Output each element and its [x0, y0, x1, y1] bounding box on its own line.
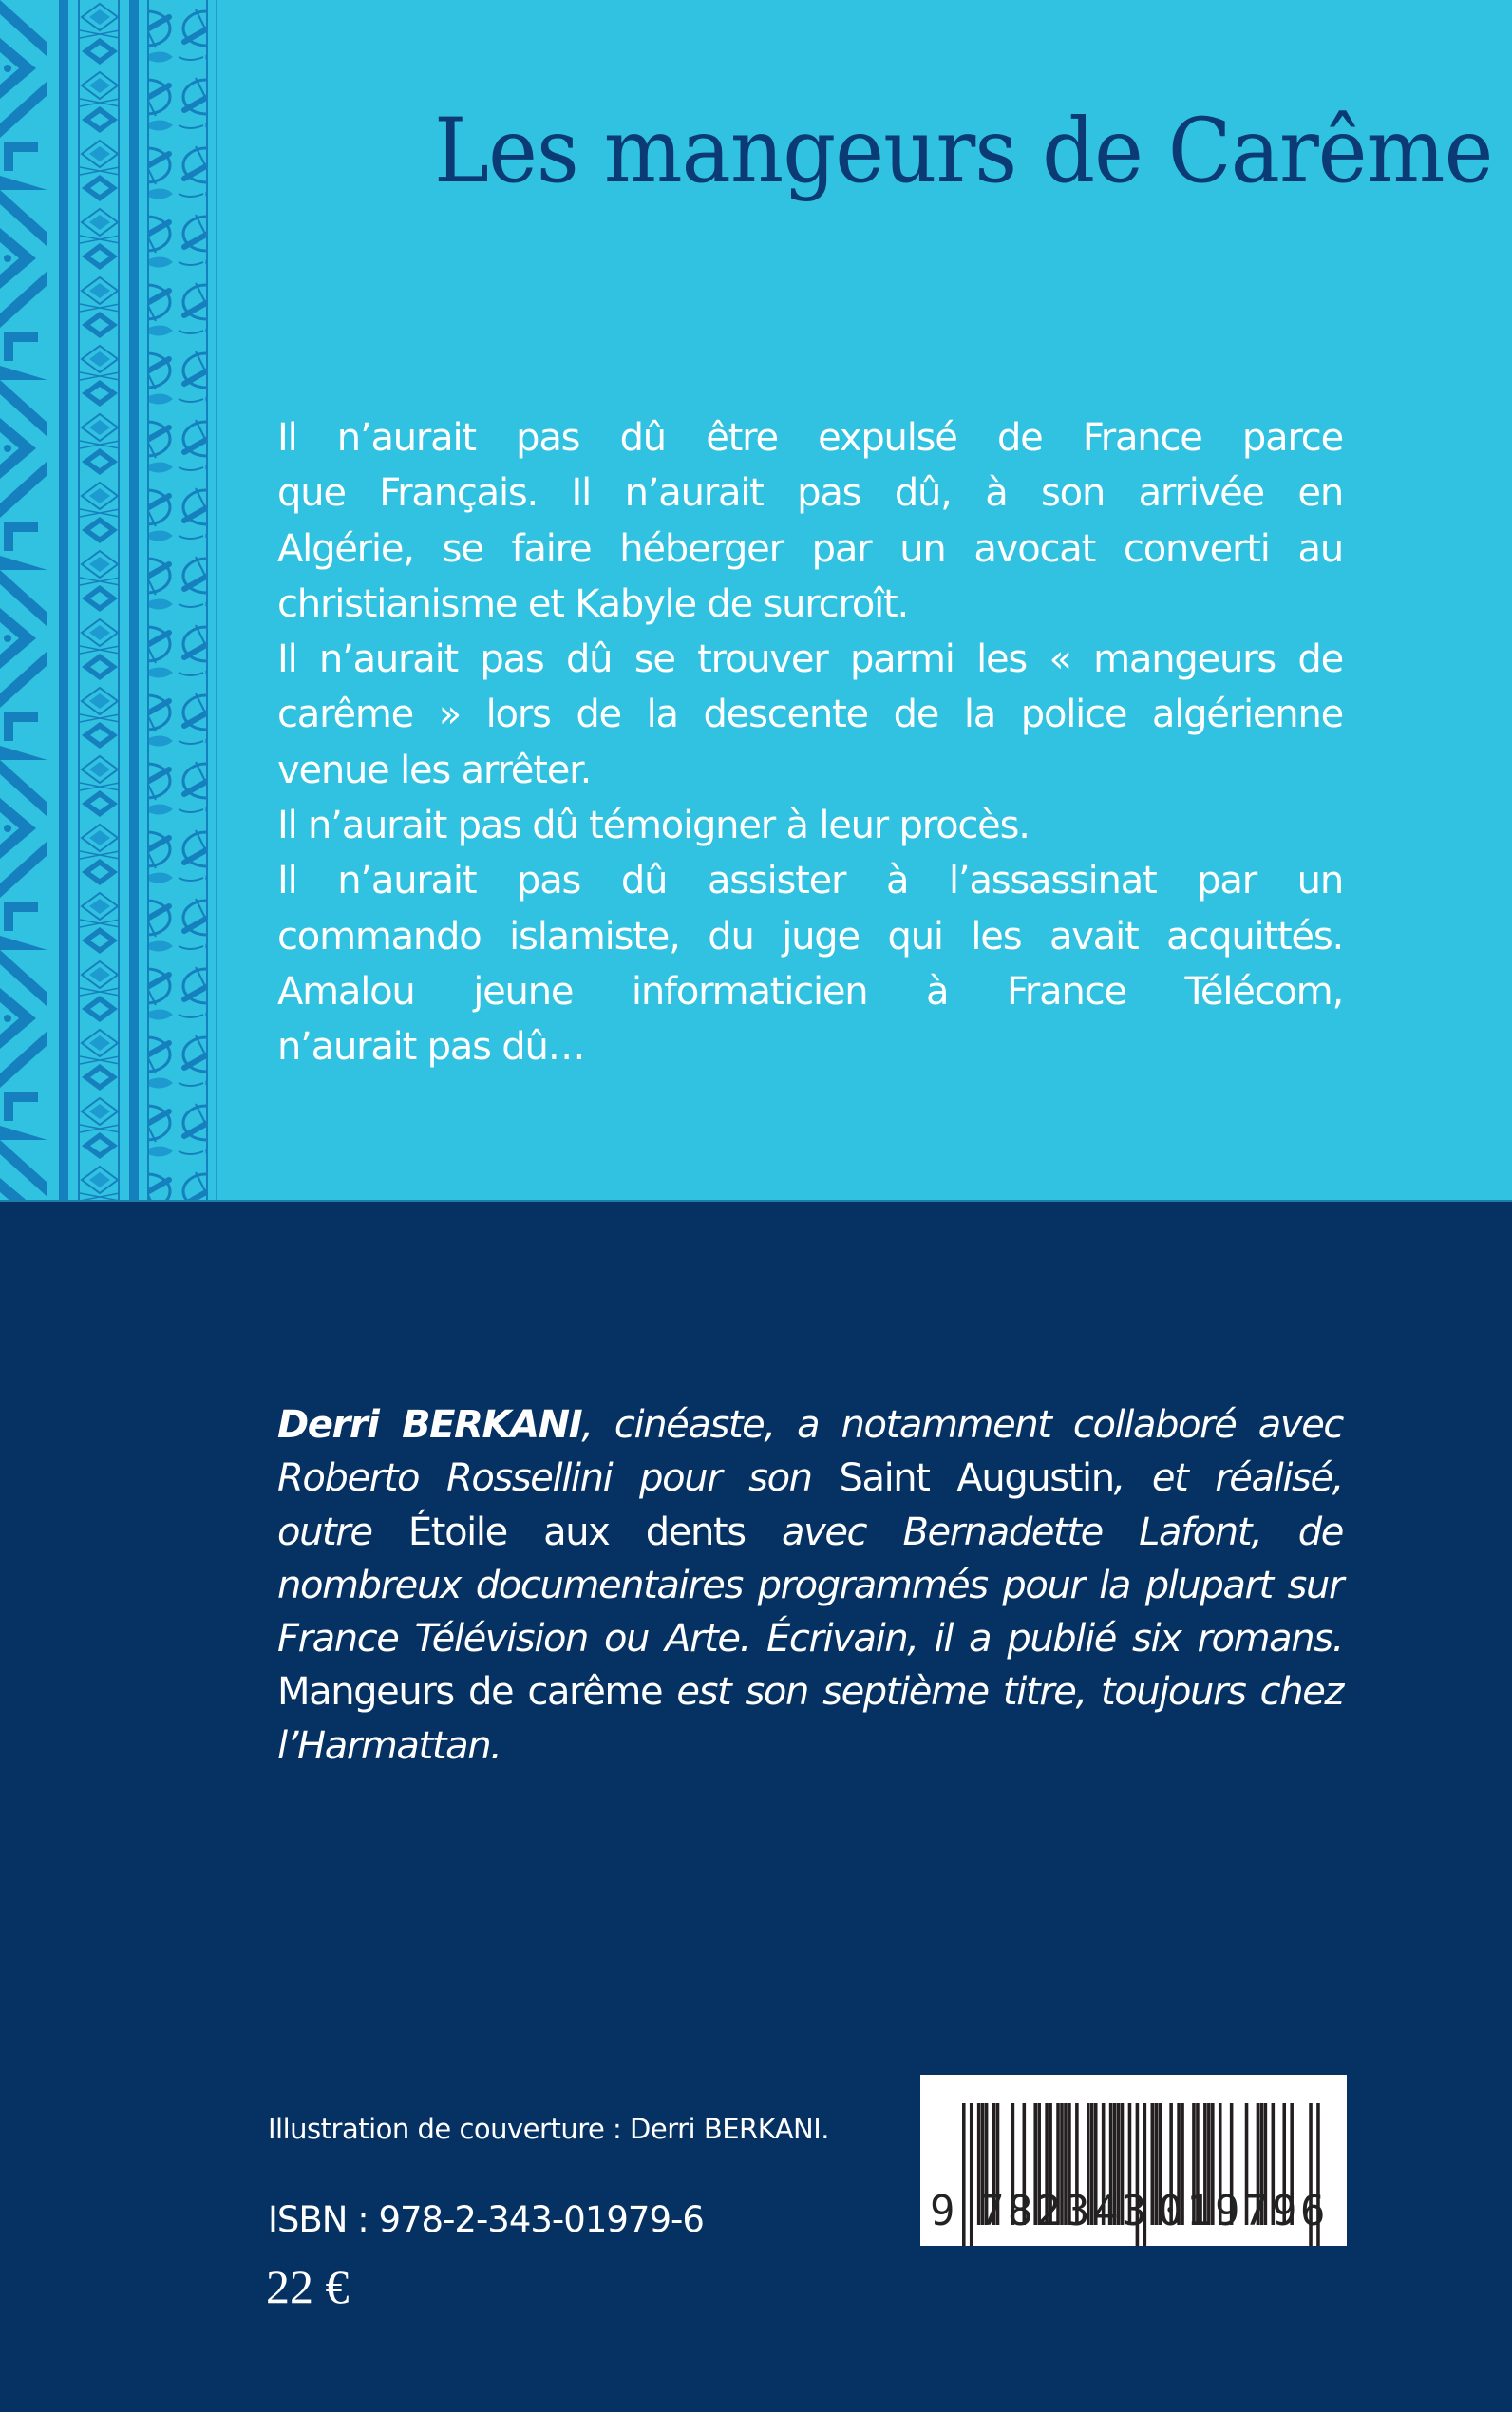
- author-bio-text: outre: [277, 1510, 408, 1554]
- illustration-credit: Illustration de couverture : Derri BERKANI.: [268, 2113, 829, 2145]
- barcode-first-digit: 9: [930, 2187, 955, 2235]
- author-bio-text: est son septième titre, toujours chez: [662, 1670, 1343, 1715]
- back-cover-blurb: [277, 410, 1343, 1075]
- author-bio-text: avec Bernadette Lafont, de: [745, 1510, 1343, 1554]
- work-title-saint-augustin: Saint Augustin: [839, 1456, 1114, 1501]
- blurb-line: commando islamiste, du juge qui les avait acquittés.: [277, 914, 1343, 959]
- author-bio-text: Roberto Rossellini pour son: [277, 1456, 840, 1501]
- author-name: Derri BERKANI: [277, 1403, 582, 1447]
- blurb-line: Il n’aurait pas dû être expulsé de France parce: [277, 416, 1343, 460]
- price: 22 €: [266, 2260, 350, 2313]
- work-title-mangeurs-de-careme: Mangeurs de carême: [277, 1670, 663, 1715]
- blurb-line: Il n’aurait pas dû se trouver parmi les « mangeurs de: [277, 637, 1343, 682]
- blurb-line: Amalou jeune informaticien à France Télécom,: [277, 969, 1343, 1014]
- author-bio-text: , et réalisé,: [1113, 1456, 1343, 1501]
- book-title: Les mangeurs de Carême: [434, 100, 1493, 203]
- decorative-border-pattern: [0, 0, 218, 1202]
- isbn: ISBN : 978-2-343-01979-6: [268, 2199, 704, 2240]
- author-bio-text: l’Harmattan.: [277, 1723, 501, 1768]
- ean13-barcode: [920, 2075, 1347, 2246]
- barcode-right-digits: 019796: [1158, 2187, 1329, 2235]
- author-bio-text: nombreux documentaires programmés pour la plupart sur: [277, 1563, 1343, 1607]
- author-bio: [277, 1398, 1343, 1773]
- blurb-line: Il n’aurait pas dû témoigner à leur procès.: [277, 804, 1030, 848]
- blurb-line: Algérie, se faire héberger par un avocat converti au: [277, 526, 1343, 571]
- blurb-line: que Français. Il n’aurait pas dû, à son arrivée en: [277, 471, 1343, 516]
- blurb-line: venue les arrêter.: [277, 748, 592, 792]
- blurb-line: n’aurait pas dû…: [277, 1025, 585, 1070]
- author-bio-text: France Télévision ou Arte. Écrivain, il a publié six romans.: [277, 1617, 1343, 1662]
- blurb-line: carême » lors de la descente de la police algérienne: [277, 693, 1343, 737]
- cover-top-panel: [0, 0, 1512, 1202]
- blurb-line: christianisme et Kabyle de surcroît.: [277, 581, 909, 626]
- barcode-left-digits: 782343: [979, 2187, 1150, 2235]
- blurb-line: Il n’aurait pas dû assister à l’assassinat par un: [277, 859, 1343, 903]
- author-bio-text: , cinéaste, a notamment collaboré avec: [581, 1403, 1343, 1447]
- work-title-etoile-aux-dents: Étoile aux dents: [407, 1510, 746, 1554]
